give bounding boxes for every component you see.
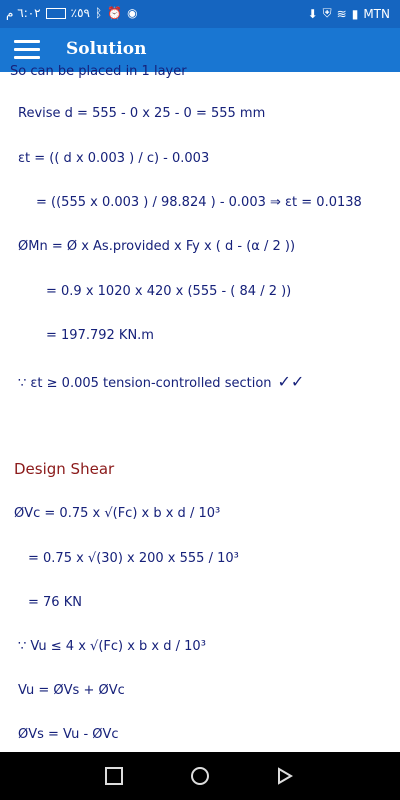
solution-line: Revise d = 555 - 0 x 25 - 0 = 555 mm <box>18 106 266 121</box>
solution-line: = 0.75 x √(30) x 200 x 555 / 10³ <box>28 551 239 566</box>
solution-line: = 0.9 x 1020 x 420 x (555 - ( 84 / 2 )) <box>46 284 292 299</box>
back-icon[interactable] <box>269 762 301 790</box>
status-left <box>6 6 138 20</box>
solution-line: Vu = ØVs + ØVc <box>18 683 125 698</box>
solution-line <box>18 372 304 391</box>
recent-apps-icon[interactable] <box>98 762 130 790</box>
navigation-bar <box>0 752 400 800</box>
solution-line: So can be placed in 1 layer <box>10 64 187 79</box>
solution-line: = ((555 x 0.003 ) / 98.824 ) - 0.003 ⇒ εt = 0.0138 <box>36 195 362 210</box>
solution-line: ∵ Vu ≤ 4 x √(Fc) x b x d / 10³ <box>18 639 206 654</box>
bluetooth-icon: ᛒ <box>94 6 103 20</box>
check-mark-icon: ✓✓ <box>277 372 305 391</box>
solution-line: εt = (( d x 0.003 ) / c) - 0.003 <box>18 151 210 166</box>
hamburger-menu-icon[interactable] <box>14 40 40 60</box>
section-heading-design-shear: Design Shear <box>14 460 115 478</box>
battery-percent: ٪٥٩ <box>70 6 90 20</box>
solution-line: = 76 KN <box>28 595 82 610</box>
wifi-icon: ≋ <box>336 6 347 21</box>
home-icon[interactable] <box>184 762 216 790</box>
page-title: Solution <box>66 39 147 59</box>
download-icon: ⬇ <box>307 6 318 21</box>
solution-line: ØMn = Ø x As.provided x Fy x ( d - (α / 2 )) <box>18 239 296 254</box>
solution-content[interactable] <box>0 64 400 752</box>
shield-icon: ⛨ <box>322 6 332 20</box>
condition-text: ∵ εt ≥ 0.005 tension-controlled section <box>18 376 272 391</box>
solution-line: ØVs = Vu - ØVc <box>18 727 119 742</box>
battery-icon <box>46 8 66 19</box>
eye-icon: ◉ <box>127 6 138 20</box>
carrier-name: MTN <box>363 6 390 21</box>
alarm-icon: ⏰ <box>107 6 123 20</box>
solution-line: ØVc = 0.75 x √(Fc) x b x d / 10³ <box>14 506 221 521</box>
solution-line: = 197.792 KN.m <box>46 328 154 343</box>
signal-icon: ▮ <box>351 6 359 21</box>
clock: ٦:٠٢ م <box>6 6 41 20</box>
status-right <box>308 6 390 21</box>
status-bar <box>0 0 400 28</box>
